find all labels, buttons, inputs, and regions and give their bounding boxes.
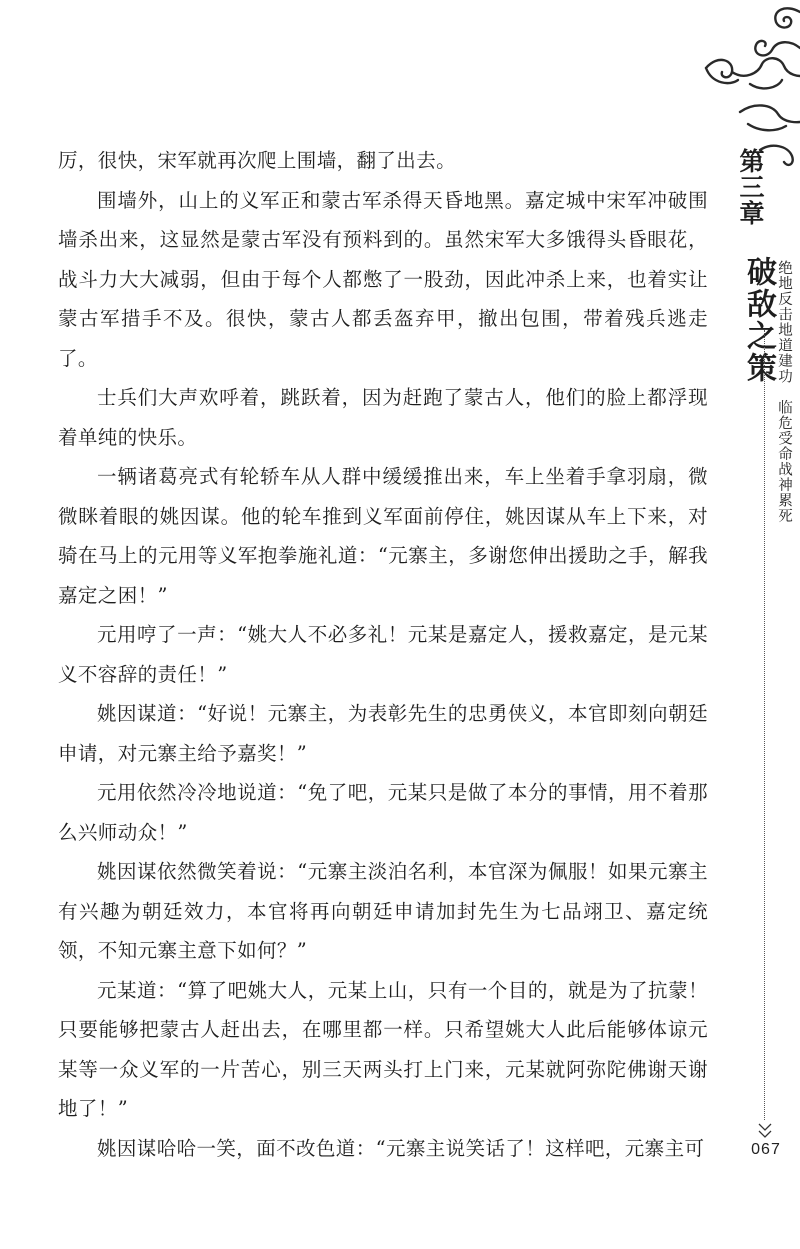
paragraph: 姚因谋哈哈一笑，面不改色道：“元寨主说笑话了！这样吧，元寨主可 xyxy=(97,1136,705,1160)
double-chevron-down-icon xyxy=(755,1122,775,1140)
paragraph: 元用依然冷冷地说道：“免了吧，元某只是做了本分的事情，用不着那么兴师动众！” xyxy=(58,781,708,844)
paragraph: 元某道：“算了吧姚大人，元某上山，只有一个目的，就是为了抗蒙！只要能够把蒙古人赶出去，在哪里都一样。只希望姚大人此后能够体谅元某等一众义军的一片苦心，别三天两头打上门来，元某就阿弥陀佛谢天谢地了！” xyxy=(58,978,708,1120)
page-number: 067 xyxy=(751,1141,781,1158)
paragraph: 元用哼了一声：“姚大人不必多礼！元某是嘉定人，援救嘉定，是元某义不容辞的责任！” xyxy=(58,623,708,686)
paragraph: 一辆诸葛亮式有轮轿车从人群中缓缓推出来，车上坐着手拿羽扇，微微眯着眼的姚因谋。他的轮车推到义军面前停住，姚因谋从车上下来，对骑在马上的元用等义军抱拳施礼道：“元寨主，多谢您伸出援助之手，解我嘉定之困！” xyxy=(58,465,708,607)
paragraph: 姚因谋道：“好说！元寨主，为表彰先生的忠勇侠义，本官即刻向朝廷申请，对元寨主给予嘉奖！” xyxy=(58,702,708,765)
chapter-label: 第三章 xyxy=(736,148,765,226)
chapter-title: 破敌之策 xyxy=(741,256,776,384)
paragraph: 姚因谋依然微笑着说：“元寨主淡泊名利，本官深为佩服！如果元寨主有兴趣为朝廷效力，本官将再向朝廷申请加封先生为七品翊卫、嘉定统领，不知元寨主意下如何？” xyxy=(58,860,708,962)
paragraph: 厉，很快，宋军就再次爬上围墙，翻了出去。 xyxy=(58,149,457,172)
sidebar-dotted-rule xyxy=(764,330,765,1120)
chapter-subtitle: 绝地反击地道建功 临危受命战神累死 xyxy=(776,260,792,524)
body-text xyxy=(58,141,708,1168)
paragraph: 士兵们大声欢呼着，跳跃着，因为赶跑了蒙古人，他们的脸上都浮现着单纯的快乐。 xyxy=(58,386,708,449)
paragraph: 围墙外，山上的义军正和蒙古军杀得天昏地黑。嘉定城中宋军冲破围墙杀出来，这显然是蒙古军没有预料到的。虽然宋军大多饿得头昏眼花，战斗力大大减弱，但由于每个人都憋了一股劲，因此冲杀上来，也着实让蒙古军措手不及。很快，蒙古人都丢盔弃甲，撤出包围，带着残兵逃走了。 xyxy=(58,188,708,370)
